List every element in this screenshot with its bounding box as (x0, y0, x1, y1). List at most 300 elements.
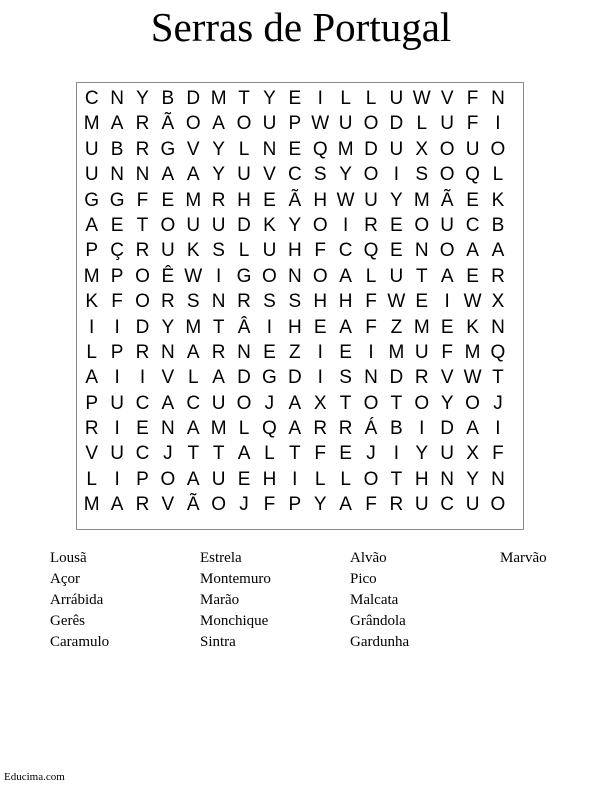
grid-cell[interactable]: N (161, 341, 175, 363)
grid-cell[interactable]: F (441, 341, 453, 363)
grid-cell[interactable]: X (466, 443, 479, 465)
grid-cell[interactable]: A (466, 418, 479, 440)
grid-cell[interactable]: U (110, 443, 124, 465)
grid-cell[interactable]: A (186, 418, 200, 440)
grid-cell[interactable]: U (414, 494, 429, 516)
grid-cell[interactable]: A (491, 240, 505, 262)
grid-cell[interactable]: A (186, 341, 200, 363)
grid-cell[interactable]: U (211, 214, 226, 236)
grid-cell[interactable]: F (314, 240, 327, 262)
grid-cell[interactable]: U (440, 443, 455, 465)
grid-cell[interactable]: S (186, 291, 200, 313)
grid-cell[interactable]: Ã (440, 189, 454, 211)
grid-cell[interactable]: H (313, 189, 328, 211)
grid-cell[interactable]: C (465, 214, 480, 236)
grid-cell[interactable]: R (237, 291, 251, 313)
grid-cell[interactable]: S (212, 240, 225, 262)
grid-cell[interactable]: O (490, 138, 506, 160)
grid-cell[interactable]: Y (263, 88, 276, 109)
grid-cell[interactable]: T (212, 316, 225, 338)
grid-cell[interactable]: R (161, 291, 175, 313)
grid-cell[interactable]: Y (466, 468, 479, 490)
grid-cell[interactable]: X (491, 291, 505, 313)
grid-cell[interactable]: U (262, 240, 277, 262)
grid-cell[interactable]: Q (465, 164, 480, 186)
grid-cell[interactable]: F (365, 291, 377, 313)
grid-cell[interactable]: L (187, 367, 199, 389)
grid-cell[interactable]: R (414, 367, 429, 389)
grid-cell[interactable]: C (338, 240, 353, 262)
grid-cell[interactable]: O (312, 214, 328, 236)
grid-cell[interactable]: N (211, 291, 226, 313)
grid-cell[interactable]: Ç (110, 240, 124, 262)
grid-cell[interactable]: C (287, 164, 302, 186)
grid-cell[interactable]: B (161, 88, 175, 109)
grid-cell[interactable]: A (110, 113, 124, 135)
grid-cell[interactable]: U (389, 88, 404, 109)
grid-cell[interactable]: G (160, 138, 176, 160)
grid-cell[interactable]: A (85, 367, 99, 389)
grid-cell[interactable]: H (237, 189, 251, 211)
grid-cell[interactable]: F (263, 494, 276, 516)
grid-cell[interactable]: F (365, 494, 377, 516)
grid-cell[interactable]: T (415, 265, 428, 287)
word-item: Pico (350, 571, 377, 587)
grid-cell[interactable]: I (266, 316, 273, 338)
grid-cell[interactable]: K (263, 214, 276, 236)
grid-cell[interactable]: I (495, 113, 501, 135)
grid-cell[interactable]: R (338, 418, 353, 440)
grid-cell[interactable]: N (491, 316, 505, 338)
grid-cell[interactable]: O (414, 214, 430, 236)
grid-cell[interactable]: Y (212, 164, 225, 186)
grid-cell[interactable]: M (337, 138, 354, 160)
grid-cell[interactable]: J (163, 443, 173, 465)
grid-cell[interactable]: A (466, 240, 479, 262)
grid-cell[interactable]: B (491, 214, 505, 236)
grid-cell[interactable]: S (263, 291, 276, 313)
grid-cell[interactable]: N (414, 240, 429, 262)
word-item: Marão (200, 592, 240, 608)
grid-cell[interactable]: N (491, 468, 505, 490)
grid-cell[interactable]: Y (136, 88, 149, 109)
grid-cell[interactable]: L (340, 468, 351, 490)
grid-cell[interactable]: D (389, 113, 404, 135)
grid-cell[interactable]: I (216, 265, 222, 287)
word-item: Açor (50, 571, 80, 587)
grid-cell[interactable]: F (492, 443, 504, 465)
grid-cell[interactable]: E (339, 443, 352, 465)
grid-cell[interactable]: Z (289, 341, 301, 363)
grid-cell[interactable]: E (313, 316, 327, 338)
grid-cell[interactable]: R (389, 494, 404, 516)
grid-cell[interactable]: V (440, 367, 454, 389)
grid-cell[interactable]: I (317, 88, 323, 109)
grid-cell[interactable]: U (465, 138, 480, 160)
grid-cell[interactable]: U (440, 214, 455, 236)
grid-cell[interactable]: V (161, 367, 175, 389)
grid-cell[interactable]: M (185, 189, 202, 211)
grid-cell[interactable]: Â (237, 316, 251, 338)
grid-cell[interactable]: U (211, 468, 226, 490)
grid-cell[interactable]: Ã (161, 113, 175, 135)
grid-cell[interactable]: W (463, 367, 482, 389)
grid-cell[interactable]: N (491, 88, 505, 109)
grid-cell[interactable]: D (186, 88, 201, 109)
grid-cell[interactable]: K (85, 291, 99, 313)
grid-cell[interactable]: N (110, 88, 124, 109)
grid-cell[interactable]: A (85, 214, 99, 236)
grid-cell[interactable]: F (136, 189, 149, 211)
grid-cell[interactable]: A (339, 494, 352, 516)
grid-cell[interactable]: A (186, 468, 200, 490)
grid-cell[interactable]: F (314, 443, 327, 465)
grid-cell[interactable]: T (390, 392, 403, 414)
grid-cell[interactable]: G (109, 189, 125, 211)
grid-cell[interactable]: I (114, 418, 120, 440)
grid-cell[interactable]: L (340, 88, 351, 109)
grid-cell[interactable]: Y (313, 494, 327, 516)
grid-cell[interactable]: F (466, 88, 479, 109)
grid-cell[interactable]: R (84, 418, 99, 440)
grid-cell[interactable]: Q (363, 240, 379, 262)
grid-cell[interactable]: O (490, 494, 506, 516)
grid-cell[interactable]: M (83, 494, 100, 516)
grid-cell[interactable]: A (110, 494, 124, 516)
grid-cell[interactable]: P (110, 265, 124, 287)
grid-cell[interactable]: U (110, 392, 124, 414)
grid-cell[interactable]: O (236, 392, 252, 414)
grid-cell[interactable]: W (336, 189, 355, 211)
grid-cell[interactable]: Q (490, 341, 506, 363)
grid-cell[interactable]: O (439, 164, 455, 186)
grid-cell[interactable]: S (339, 367, 352, 389)
grid-cell[interactable]: O (363, 113, 379, 135)
grid-cell[interactable]: R (491, 265, 505, 287)
grid-cell[interactable]: Ê (161, 265, 175, 287)
grid-cell[interactable]: L (238, 418, 250, 440)
grid-cell[interactable]: T (492, 367, 504, 389)
grid-cell[interactable]: E (263, 189, 276, 211)
grid-cell[interactable]: G (236, 265, 252, 287)
grid-cell[interactable]: M (83, 265, 100, 287)
word-item: Grândola (350, 613, 406, 629)
grid-cell[interactable]: E (466, 265, 479, 287)
grid-cell[interactable]: L (314, 468, 326, 490)
grid-cell[interactable]: A (161, 164, 175, 186)
grid-cell[interactable]: I (495, 418, 501, 440)
grid-cell[interactable]: O (160, 214, 176, 236)
grid-cell[interactable]: M (413, 316, 430, 338)
grid-cell[interactable]: S (415, 164, 429, 186)
word-column (50, 548, 200, 653)
grid-cell[interactable]: I (317, 341, 323, 363)
grid-cell[interactable]: V (85, 443, 99, 465)
grid-cell[interactable]: A (212, 367, 225, 389)
grid-cell[interactable]: O (135, 291, 150, 313)
grid-cell[interactable]: H (287, 316, 302, 338)
grid-cell[interactable]: I (419, 418, 425, 440)
grid-cell[interactable]: E (415, 291, 429, 313)
grid-cell[interactable]: L (365, 265, 377, 287)
grid-cell[interactable]: L (86, 341, 97, 363)
grid-cell[interactable]: O (185, 113, 201, 135)
grid-cell[interactable]: T (390, 468, 403, 490)
grid-cell[interactable]: R (313, 418, 328, 440)
grid-cell[interactable]: D (389, 367, 404, 389)
grid-cell[interactable]: R (135, 341, 150, 363)
grid-cell[interactable]: R (364, 214, 378, 236)
grid-cell[interactable]: U (84, 138, 99, 160)
word-item: Marvão (500, 550, 547, 566)
grid-cell[interactable]: P (110, 341, 124, 363)
grid-cell[interactable]: N (364, 367, 378, 389)
grid-cell[interactable]: U (262, 113, 277, 135)
grid-cell[interactable]: I (342, 214, 349, 236)
grid-cell[interactable]: R (211, 341, 226, 363)
grid-cell[interactable]: A (237, 443, 251, 465)
grid-cell[interactable]: N (262, 138, 277, 160)
grid-cell[interactable]: K (466, 316, 479, 338)
grid-cell[interactable]: V (161, 494, 175, 516)
grid-cell[interactable]: E (161, 189, 175, 211)
grid-cell[interactable]: Y (440, 392, 454, 414)
grid-cell[interactable]: T (136, 214, 149, 236)
grid-cell[interactable]: D (237, 214, 251, 236)
grid-cell[interactable]: D (364, 138, 378, 160)
grid-cell[interactable]: V (263, 164, 276, 186)
grid-cell[interactable]: B (390, 418, 403, 440)
grid-cell[interactable]: X (313, 392, 327, 414)
grid-cell[interactable]: H (313, 291, 328, 313)
grid-cell[interactable]: A (161, 392, 175, 414)
grid-cell[interactable]: U (414, 341, 429, 363)
grid-cell[interactable]: F (111, 291, 123, 313)
grid-cell[interactable]: K (186, 240, 200, 262)
grid-cell[interactable]: I (317, 367, 323, 389)
grid-cell[interactable]: M (185, 316, 202, 338)
grid-cell[interactable]: I (444, 291, 450, 313)
word-item: Sintra (200, 634, 236, 650)
grid-cell[interactable]: E (288, 138, 302, 160)
grid-cell[interactable]: G (84, 189, 100, 211)
grid-cell[interactable]: O (160, 468, 176, 490)
grid-cell[interactable]: J (366, 443, 376, 465)
grid-cell[interactable]: N (287, 265, 302, 287)
word-column (500, 548, 602, 653)
grid-cell[interactable]: L (86, 468, 97, 490)
grid-cell[interactable]: L (238, 240, 250, 262)
grid-cell[interactable]: R (135, 138, 150, 160)
grid-cell[interactable]: E (237, 468, 251, 490)
grid-cell[interactable]: O (363, 468, 379, 490)
grid-cell[interactable]: U (237, 164, 251, 186)
grid-cell[interactable]: Y (415, 443, 429, 465)
grid-cell[interactable]: E (390, 214, 403, 236)
grid-cell[interactable]: X (415, 138, 429, 160)
grid-cell[interactable]: I (114, 316, 120, 338)
grid-cell[interactable]: W (463, 291, 482, 313)
grid-cell[interactable]: W (387, 291, 406, 313)
grid-cell[interactable]: N (440, 468, 455, 490)
grid-cell[interactable]: Ã (288, 189, 302, 211)
grid-cell[interactable]: U (186, 214, 201, 236)
grid-cell[interactable]: O (439, 138, 455, 160)
grid-cell[interactable]: M (388, 341, 405, 363)
grid-cell[interactable]: N (237, 341, 251, 363)
grid-cell[interactable]: V (440, 88, 454, 109)
grid-cell[interactable]: P (288, 494, 302, 516)
grid-cell[interactable]: H (262, 468, 277, 490)
grid-cell[interactable]: T (339, 392, 352, 414)
grid-cell[interactable]: P (288, 113, 302, 135)
grid-cell[interactable]: I (368, 341, 374, 363)
grid-cell[interactable]: S (313, 164, 327, 186)
grid-cell[interactable]: O (439, 240, 455, 262)
grid-cell[interactable]: Q (262, 418, 277, 440)
word-item: Arrábida (50, 592, 104, 608)
grid-cell[interactable]: K (491, 189, 505, 211)
grid-cell[interactable]: Y (161, 316, 175, 338)
grid-cell[interactable]: O (312, 265, 328, 287)
grid-cell[interactable]: R (135, 113, 150, 135)
grid-cell[interactable]: A (440, 265, 454, 287)
grid-cell[interactable]: D (287, 367, 302, 389)
grid-cell[interactable]: L (416, 113, 428, 135)
grid-cell[interactable]: Y (212, 138, 225, 160)
grid-cell[interactable]: O (465, 392, 480, 414)
grid-cell[interactable]: E (288, 88, 302, 109)
grid-cell[interactable]: Á (364, 418, 378, 440)
grid-cell[interactable]: G (262, 367, 277, 389)
grid-cell[interactable]: H (287, 240, 302, 262)
grid-cell[interactable]: C (84, 88, 99, 109)
grid-cell[interactable]: R (135, 240, 150, 262)
grid-cell[interactable]: L (238, 138, 250, 160)
grid-cell[interactable]: E (466, 189, 479, 211)
grid-cell[interactable]: M (210, 418, 227, 440)
grid-cell[interactable]: Y (288, 214, 302, 236)
grid-cell[interactable]: M (83, 113, 100, 135)
grid-cell[interactable]: B (110, 138, 124, 160)
grid-cell[interactable]: U (389, 138, 404, 160)
grid-cell[interactable]: D (135, 316, 150, 338)
grid-cell[interactable]: T (289, 443, 301, 465)
grid-cell[interactable]: O (363, 164, 379, 186)
grid-cell[interactable]: U (84, 164, 99, 186)
grid-cell[interactable]: Y (339, 164, 352, 186)
grid-cell[interactable]: A (339, 316, 352, 338)
grid-cell[interactable]: N (161, 418, 175, 440)
grid-cell[interactable]: O (363, 392, 379, 414)
grid-cell[interactable]: U (465, 494, 480, 516)
grid-cell[interactable]: E (263, 341, 276, 363)
grid-cell[interactable]: T (238, 88, 250, 109)
grid-cell[interactable]: N (110, 164, 124, 186)
grid-cell[interactable]: U (161, 240, 175, 262)
grid-cell[interactable]: N (135, 164, 150, 186)
grid-cell[interactable]: I (292, 468, 298, 490)
grid-cell[interactable]: I (89, 316, 95, 338)
grid-cell[interactable]: E (110, 214, 124, 236)
grid-cell[interactable]: U (440, 113, 455, 135)
grid-cell[interactable]: L (492, 164, 504, 186)
grid-cell[interactable]: V (186, 138, 200, 160)
grid-cell[interactable]: J (493, 392, 503, 414)
grid-cell[interactable]: O (236, 113, 252, 135)
grid-cell[interactable]: T (187, 443, 200, 465)
grid-cell[interactable]: R (135, 494, 150, 516)
grid-cell[interactable]: A (212, 113, 225, 135)
grid-cell[interactable]: I (393, 164, 400, 186)
grid-cell[interactable]: U (211, 392, 226, 414)
grid-cell[interactable]: C (440, 494, 455, 516)
grid-cell[interactable]: U (364, 189, 378, 211)
grid-cell[interactable]: F (365, 316, 377, 338)
grid-cell[interactable]: O (135, 265, 150, 287)
grid-cell[interactable]: W (311, 113, 330, 135)
grid-cell[interactable]: U (389, 265, 404, 287)
grid-cell[interactable]: Q (312, 138, 328, 160)
grid-cell[interactable]: Ã (186, 494, 200, 516)
grid-cell[interactable]: O (262, 265, 277, 287)
grid-cell[interactable]: E (339, 341, 352, 363)
grid-cell[interactable]: A (339, 265, 352, 287)
grid-cell[interactable]: W (412, 88, 431, 109)
grid-cell[interactable]: S (288, 291, 302, 313)
grid-cell[interactable]: A (186, 164, 200, 186)
grid-cell[interactable]: A (288, 392, 302, 414)
grid-cell[interactable]: C (186, 392, 201, 414)
grid-cell[interactable]: W (184, 265, 203, 287)
grid-cell[interactable]: A (288, 418, 302, 440)
grid-cell[interactable]: E (440, 316, 454, 338)
grid-cell[interactable]: M (464, 341, 481, 363)
grid-cell[interactable]: U (338, 113, 353, 135)
grid-cell[interactable]: H (414, 468, 429, 490)
grid-cell[interactable]: I (114, 367, 120, 389)
grid-cell[interactable]: I (114, 468, 120, 490)
grid-cell[interactable]: M (413, 189, 430, 211)
grid-cell[interactable]: C (135, 392, 150, 414)
grid-cell[interactable]: L (264, 443, 275, 465)
grid-cell[interactable]: Z (390, 316, 403, 338)
grid-cell[interactable]: D (237, 367, 251, 389)
grid-cell[interactable]: O (211, 494, 227, 516)
grid-cell[interactable]: I (139, 367, 146, 389)
grid-cell[interactable]: J (239, 494, 249, 516)
grid-cell[interactable]: M (210, 88, 227, 109)
grid-cell[interactable]: R (211, 189, 226, 211)
grid-cell[interactable]: P (85, 240, 99, 262)
grid-cell[interactable]: J (264, 392, 275, 414)
grid-cell[interactable]: P (85, 392, 99, 414)
grid-cell[interactable]: I (393, 443, 400, 465)
grid-cell[interactable]: P (136, 468, 149, 490)
word-item: Gerês (50, 613, 85, 629)
grid-cell[interactable]: O (414, 392, 430, 414)
grid-cell[interactable]: D (440, 418, 455, 440)
grid-cell[interactable]: E (136, 418, 149, 440)
word-item: Lousã (50, 550, 87, 566)
grid-cell[interactable]: H (338, 291, 353, 313)
grid-cell[interactable]: T (212, 443, 225, 465)
grid-cell[interactable]: L (365, 88, 377, 109)
grid-cell[interactable]: E (390, 240, 403, 262)
grid-cell[interactable]: F (466, 113, 479, 135)
grid-cell[interactable]: Y (390, 189, 403, 211)
grid-cell[interactable]: C (135, 443, 150, 465)
